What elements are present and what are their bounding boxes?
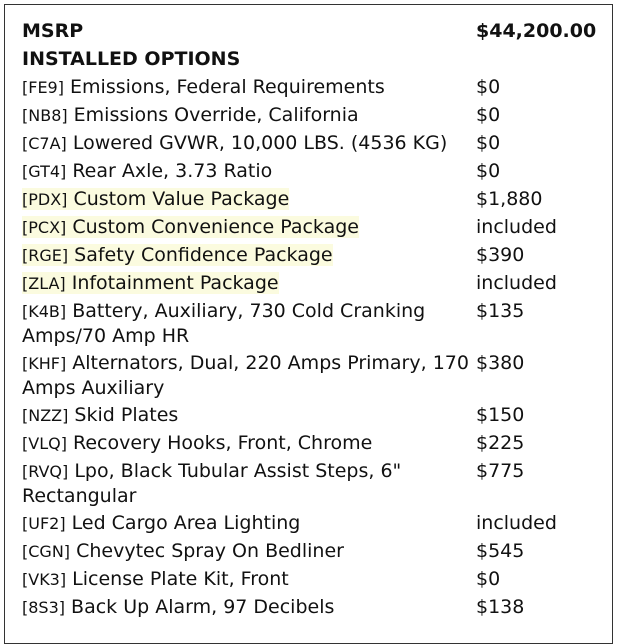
option-name: Alternators, Dual, 220 Amps Primary, 170 Amps Auxiliary: [22, 352, 469, 399]
option-description: [22, 159, 477, 184]
msrp-value: $44,200.00: [476, 20, 597, 42]
option-price: $1,880: [476, 188, 543, 210]
option-code: [NB8]: [22, 106, 68, 125]
option-description: [22, 511, 477, 536]
option-code: [8S3]: [22, 598, 65, 617]
option-description: [22, 539, 477, 564]
option-text: [22, 76, 385, 98]
option-description: [22, 131, 477, 156]
option-code: [CGN]: [22, 542, 71, 561]
option-price: $545: [476, 540, 525, 562]
option-name: Custom Convenience Package: [72, 216, 359, 238]
option-name: License Plate Kit, Front: [72, 568, 289, 590]
option-code: [PCX]: [22, 218, 67, 237]
option-description: [22, 459, 477, 508]
option-price: $775: [476, 460, 525, 482]
option-text: [22, 460, 401, 507]
option-price: $225: [476, 432, 525, 454]
option-description: [22, 187, 477, 212]
option-text: [22, 596, 334, 618]
option-description: [22, 215, 477, 240]
option-text: [22, 132, 447, 154]
option-code: [FE9]: [22, 78, 64, 97]
option-code: [KHF]: [22, 354, 67, 373]
option-text: [22, 540, 344, 562]
option-price: $0: [476, 160, 501, 182]
option-price: $138: [476, 596, 525, 618]
option-price: $0: [476, 76, 501, 98]
option-code: [K4B]: [22, 302, 67, 321]
option-text: [22, 512, 300, 534]
option-name: Custom Value Package: [73, 188, 290, 210]
option-code: [VK3]: [22, 570, 67, 589]
option-price: included: [476, 272, 557, 294]
option-code: [UF2]: [22, 514, 66, 533]
option-price: $0: [476, 104, 501, 126]
option-name: Led Cargo Area Lighting: [71, 512, 301, 534]
option-code: [GT4]: [22, 162, 67, 181]
option-name: Back Up Alarm, 97 Decibels: [71, 596, 335, 618]
option-description: [22, 103, 477, 128]
option-price: included: [476, 216, 557, 238]
option-price: $390: [476, 244, 525, 266]
option-code: [NZZ]: [22, 406, 69, 425]
option-name: Lpo, Black Tubular Assist Steps, 6" Rectangular: [22, 460, 402, 507]
option-code: [VLQ]: [22, 434, 67, 453]
option-text: [22, 352, 469, 399]
option-text: [22, 404, 178, 426]
option-description: [22, 595, 477, 620]
option-price: $0: [476, 132, 501, 154]
option-price: $150: [476, 404, 525, 426]
option-code: [RGE]: [22, 246, 69, 265]
option-name: Lowered GVWR, 10,000 LBS. (4536 KG): [72, 132, 448, 154]
highlighted-option-text: [22, 244, 333, 266]
option-description: [22, 403, 477, 428]
option-name: Safety Confidence Package: [74, 244, 333, 266]
window-sticker-panel: [4, 4, 613, 644]
option-name: Skid Plates: [74, 404, 179, 426]
option-price: $380: [476, 352, 525, 374]
option-name: Chevytec Spray On Bedliner: [76, 540, 344, 562]
option-description: [22, 271, 477, 296]
option-name: Rear Axle, 3.73 Ratio: [72, 160, 273, 182]
option-price: $135: [476, 300, 525, 322]
option-price: $0: [476, 568, 501, 590]
option-name: Battery, Auxiliary, 730 Cold Cranking Amps/70 Amp HR: [22, 300, 426, 347]
option-text: [22, 568, 289, 590]
option-text: [22, 432, 372, 454]
option-description: [22, 243, 477, 268]
option-name: Emissions Override, California: [73, 104, 359, 126]
option-text: [22, 160, 272, 182]
option-description: [22, 351, 477, 400]
option-code: [RVQ]: [22, 462, 69, 481]
option-code: [C7A]: [22, 134, 67, 153]
installed-options-heading: INSTALLED OPTIONS: [22, 48, 241, 70]
highlighted-option-text: [22, 188, 289, 210]
option-price: included: [476, 512, 557, 534]
option-description: [22, 567, 477, 592]
option-description: [22, 431, 477, 456]
option-code: [PDX]: [22, 190, 68, 209]
highlighted-option-text: [22, 216, 359, 238]
option-name: Emissions, Federal Requirements: [70, 76, 385, 98]
option-name: Infotainment Package: [71, 272, 279, 294]
option-code: [ZLA]: [22, 274, 66, 293]
option-text: [22, 104, 359, 126]
msrp-label: MSRP: [22, 20, 84, 42]
option-name: Recovery Hooks, Front, Chrome: [72, 432, 373, 454]
option-description: [22, 75, 477, 100]
option-text: [22, 300, 425, 347]
highlighted-option-text: [22, 272, 279, 294]
option-description: [22, 299, 477, 348]
